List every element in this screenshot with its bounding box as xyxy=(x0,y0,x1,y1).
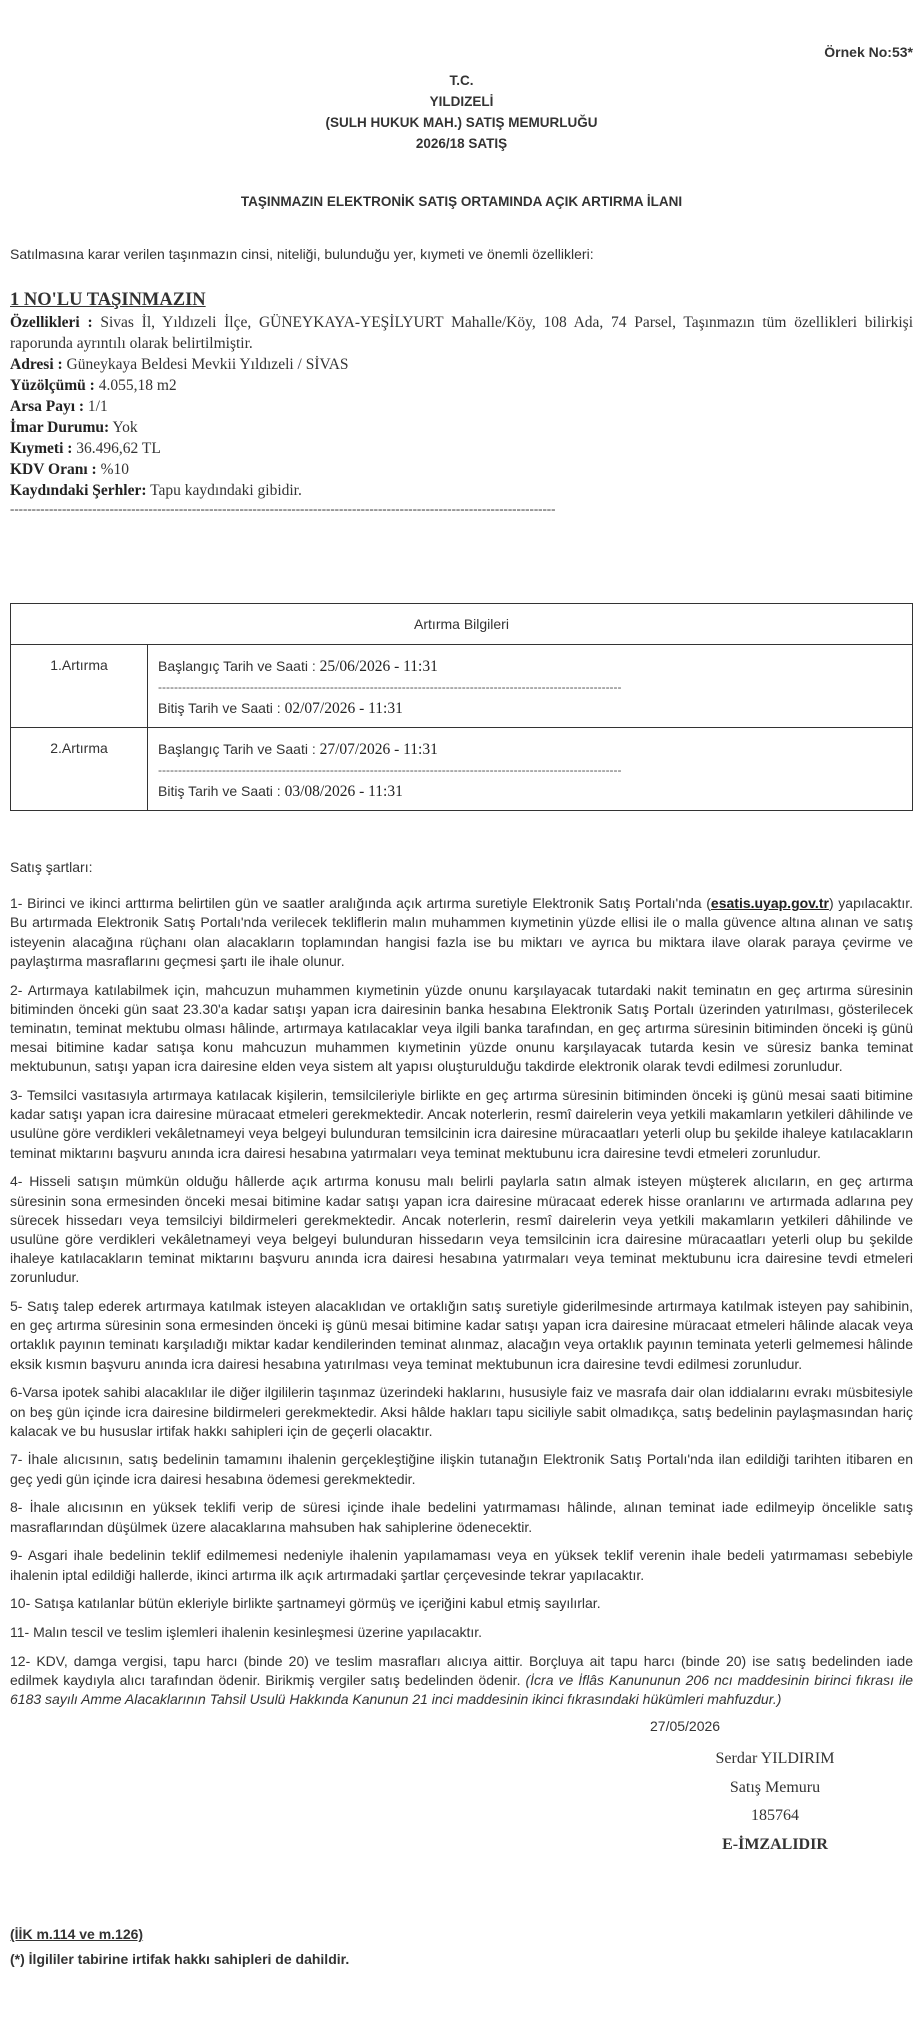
law-reference: (İİK m.114 ve m.126) xyxy=(10,1926,144,1942)
term-12-text: 12- KDV, damga vergisi, tapu harcı (binde 20) ve teslim masrafları alıcıya aittir. Borçluya ait tapu harcı (binde 20) ise satış bedelinden iade edilmek kaydıyla alıcı tarafından ödenir. Birikmiş vergiler satış bedelinden ödenir. xyxy=(10,1652,913,1688)
term-9: 9- Asgari ihale bedelinin teklif edilmemesi nedeniyle ihalenin yapılamaması veya en yüksek teklif verenin ihale bedeli yatırmaması sebebiyle ihalenin iptal edildiği hallerde, ikinci artırma ilk açık artırmadaki şartlar çerçevesinde tekrar yapılacaktır. xyxy=(10,1547,913,1583)
auction-dates xyxy=(148,728,913,811)
property-share xyxy=(10,396,913,417)
auction-label: 1.Artırma xyxy=(11,645,148,728)
share-value: 1/1 xyxy=(87,398,108,415)
features-value: Sivas İl, Yıldızeli İlçe, GÜNEYKAYA-YEŞİLYURT Mahalle/Köy, 108 Ada, 74 Parsel, Taşınmazın tüm özellikleri bilirkişi raporunda ayrıntılı olarak belirtilmiştir. xyxy=(10,314,914,352)
auction-label: 2.Artırma xyxy=(11,728,148,811)
term-1-text-a: 1- Birinci ve ikinci arttırma belirtilen gün ve saatler aralığında açık artırma suretiyle Elektronik Satış Portalı'nda ( xyxy=(10,895,711,912)
value-amount: 36.496,62 TL xyxy=(76,440,161,457)
end-datetime xyxy=(158,778,902,804)
term-12 xyxy=(10,1652,913,1710)
property-area xyxy=(10,375,913,396)
property-value xyxy=(10,438,913,459)
property-divider: ------------------------------------------------------------------------------------------------------------------------------ xyxy=(10,501,556,516)
term-7: 7- İhale alıcısının, satış bedelinin tamamını ihalenin gerçekleştiğine ilişkin tutanağın Elektronik Satış Portalı'nda ilan edildiği tarihten itibaren en geç yedi gün içinde icra dairesi hesabına ödemesi gerekmektedir. xyxy=(10,1451,913,1487)
auction-row xyxy=(11,645,913,728)
features-label: Özellikleri : xyxy=(10,314,93,331)
zoning-value: Yok xyxy=(112,419,138,436)
term-12-legal-note: (İcra ve İflâs Kanununun 206 ncı maddesinin birinci fıkrası ile 6183 sayılı Amme Alacaklarının Tahsil Usulü Hakkında Kanunun 21 inci maddesinin ikinci fıkrasındaki hükümleri mahfuzdur.) xyxy=(10,1671,913,1708)
footnote: (*) İlgililer tabirine irtifak hakkı sahipleri de dahildir. xyxy=(10,1951,350,1967)
term-10: 10- Satışa katılanlar bütün ekleriyle birlikte şartnameyi görmüş ve içeriğini kabul etmiş sayılırlar. xyxy=(10,1595,601,1612)
term-8: 8- İhale alıcısının en yüksek teklifi verip de süresi içinde ihale bedelini yatırmaması hâlinde, alınan teminat iade edilmeyip öncelikle satış masraflarından düşülmek üzere alacaklarına mahsuben hak sahiplerine ödenecektir. xyxy=(10,1499,913,1535)
value-label: Kıymeti : xyxy=(10,440,73,457)
header-office: (SULH HUKUK MAH.) SATIŞ MEMURLUĞU xyxy=(325,115,598,130)
header-country: T.C. xyxy=(449,73,474,88)
term-5: 5- Satış talep ederek artırmaya katılmak isteyen alacaklıdan ve ortaklığın satış suretiyle giderilmesinde artırmaya katılmak isteyen pay sahibinin, en geç artırma süresinin sona ermesinden önceki iş günü mesai bitimine kadar satışı yapan icra dairesine müracaat etmeleri hâlinde alacak veya ortaklık payının teminatı karşıladığı miktar kadar kendilerinden teminat alınmaz, alacağın veya ortaklık payının teminata yeterli gelmemesi hâlinde eksik kısmın başvuru anında icra dairesi hesabına yatırılması veya teminat mektubunun icra dairesine tevdi edilmesi zorunludur. xyxy=(10,1298,913,1372)
property-vat xyxy=(10,459,913,480)
officer-title: Satış Memuru xyxy=(729,1778,821,1796)
signature-block xyxy=(665,1745,885,1859)
property-zoning xyxy=(10,417,913,438)
term-6: 6-Varsa ipotek sahibi alacaklılar ile diğer ilgililerin taşınmaz üzerindeki haklarını, hususiyle faiz ve masrafa dair olan iddialarını evrakı müsbitesiyle on beş gün içinde icra dairesine bildirmeleri gerekmektedir. Aksi hâlde hakları tapu siciliyle sabit olmadıkça, satış bedelinin paylaşmasından hariç kalacak ve bu hususlar irtifak hakkı sahipleri için de geçerli olacaktır. xyxy=(10,1384,913,1439)
terms-heading: Satış şartları: xyxy=(10,859,93,875)
end-label: Bitiş Tarih ve Saati : xyxy=(158,783,281,799)
property-title: 1 NO'LU TAŞINMAZIN xyxy=(10,290,206,310)
start-label: Başlangıç Tarih ve Saati : xyxy=(158,658,316,674)
officer-name: Serdar YILDIRIM xyxy=(715,1750,835,1767)
header-district: YILDIZELİ xyxy=(429,94,494,109)
row-separator: -------------------------------------------------------------------------------------------------------------------- xyxy=(158,680,622,694)
esign-label: E-İMZALIDIR xyxy=(722,1835,828,1853)
auction-dates xyxy=(148,645,913,728)
start-value: 25/06/2026 - 11:31 xyxy=(319,658,438,675)
signature-date: 27/05/2026 xyxy=(650,1718,721,1734)
term-2: 2- Artırmaya katılabilmek için, mahcuzun muhammen kıymetinin yüzde onunu karşılayacak tutardaki nakit teminatın en geç artırma süresinin bitiminden önceki gün saat 23.30'a kadar satışı yapan icra dairesinin banka hesabına Elektronik Satış Portalı üzerinden yatırılması, gösterilecek teminatın, teminat mektubu olması hâlinde, artırmaya katılacaklar veya ilgili banka tarafından, en geç artırma süresinin bitiminden önceki iş günü mesai bitimine kadar satışa konu mahcuzun muhammen kıymetinin yüzde onunu karşılayacak tutarda kesin ve süresiz banka teminat mektubunun, satışı yapan icra dairesine elden veya sistem alt yapısı oluşturulduğu takdirde elektronik olarak tevdi edilmesi zorunludur. xyxy=(10,981,913,1075)
auction-row xyxy=(11,728,913,811)
header-file-number: 2026/18 SATIŞ xyxy=(415,136,508,151)
start-label: Başlangıç Tarih ve Saati : xyxy=(158,741,316,757)
share-label: Arsa Payı : xyxy=(10,398,85,415)
start-datetime xyxy=(158,653,902,679)
term-3: 3- Temsilci vasıtasıyla artırmaya katılacak kişilerin, temsilcileriyle birlikte en geç artırma süresinin bitiminden önceki iş günü mesai saati bitimine kadar satışı yapan icra dairesine müracaat etmeleri gerekmektedir. Ancak noterlerin, resmî dairelerin veya yetkili makamların yetkileri dâhilinde ve usulüne göre verdikleri vekâletnameyi veya belgeyi bulunduran temsilcinin icra dairesine müracaatları yeterli olup bu şekilde ihaleye katılacakların teminat miktarını başvuru anında icra dairesi hesabına yatırmaları veya teminat mektubunu icra dairesine tevdi etmeleri zorunludur. xyxy=(10,1087,913,1161)
auction-table-header: Artırma Bilgileri xyxy=(11,604,913,645)
annotations-value: Tapu kaydındaki gibidir. xyxy=(150,482,302,499)
end-value: 02/07/2026 - 11:31 xyxy=(284,700,403,717)
address-value: Güneykaya Beldesi Mevkii Yıldızeli / SİVAS xyxy=(66,356,349,373)
end-value: 03/08/2026 - 11:31 xyxy=(284,783,403,800)
vat-label: KDV Oranı : xyxy=(10,461,97,478)
start-datetime xyxy=(158,736,902,762)
sale-terms xyxy=(10,858,913,1719)
property-features xyxy=(10,312,913,354)
document-header xyxy=(10,70,913,154)
annotations-label: Kaydındaki Şerhler: xyxy=(10,482,147,499)
start-value: 27/07/2026 - 11:31 xyxy=(319,741,438,758)
term-1-text-b: ) yapılacaktır. Bu artırmada Elektronik Satış Portalı'nda verilecek tekliflerin malın muhammen kıymetinin yüzde ellisi ile o malla güvence altına alınan ve satış isteyenin alacağına rüçhanı olan alacakların toplamından hangisi fazla ise bu miktarı ve ayrıca bu miktara ilave olarak paraya çevirme ve paylaştırma masraflarını geçmesi şartı ile ihale olunur. xyxy=(10,895,913,969)
vat-value: %10 xyxy=(100,461,129,478)
property-annotations xyxy=(10,480,913,501)
term-4: 4- Hisseli satışın mümkün olduğu hâllerde açık artırma konusu malı belirli paylarla satın almak isteyen müşterek alıcıların, en geç artırma süresinin sona ermesinden önceki mesai bitimine kadar satışı yapan icra dairesine müracaat ederek hisse oranlarını ve artırmada adlarına pey sürecek hissedarı veya temsilciyi bildirmeleri gerekmektedir. Ancak noterlerin, resmî dairelerin veya yetkili makamların yetkileri dâhilinde ve usulüne göre verdikleri vekâletnameyi veya belgeyi bulunduran hissedarın veya temsilcinin icra dairesine müracaatları yeterli olup bu şekilde ihaleye katılacakların teminat miktarını başvuru anında icra dairesi hesabına yatırmaları veya teminat mektubunu icra dairesine tevdi etmeleri zorunludur. xyxy=(10,1173,913,1286)
property-section xyxy=(10,288,913,517)
property-address xyxy=(10,354,913,375)
officer-number: 185764 xyxy=(751,1807,799,1824)
auction-table xyxy=(10,603,913,811)
notice-title: TAŞINMAZIN ELEKTRONİK SATIŞ ORTAMINDA AÇIK ARTIRMA İLANI xyxy=(240,194,683,209)
form-number: Örnek No:53* xyxy=(824,44,913,60)
term-11: 11- Malın tescil ve teslim işlemleri ihalenin kesinleşmesi üzerine yapılacaktır. xyxy=(10,1623,483,1640)
end-label: Bitiş Tarih ve Saati : xyxy=(158,700,281,716)
end-datetime xyxy=(158,695,902,721)
address-label: Adresi : xyxy=(10,356,63,373)
zoning-label: İmar Durumu: xyxy=(10,419,110,436)
area-value: 4.055,18 m2 xyxy=(98,377,177,394)
row-separator: -------------------------------------------------------------------------------------------------------------------- xyxy=(158,763,622,777)
intro-text: Satılmasına karar verilen taşınmazın cinsi, niteliği, bulunduğu yer, kıymeti ve önemli özellikleri: xyxy=(10,246,594,262)
esatis-link[interactable]: esatis.uyap.gov.tr xyxy=(710,895,829,912)
area-label: Yüzölçümü : xyxy=(10,377,95,394)
term-1 xyxy=(10,894,913,971)
